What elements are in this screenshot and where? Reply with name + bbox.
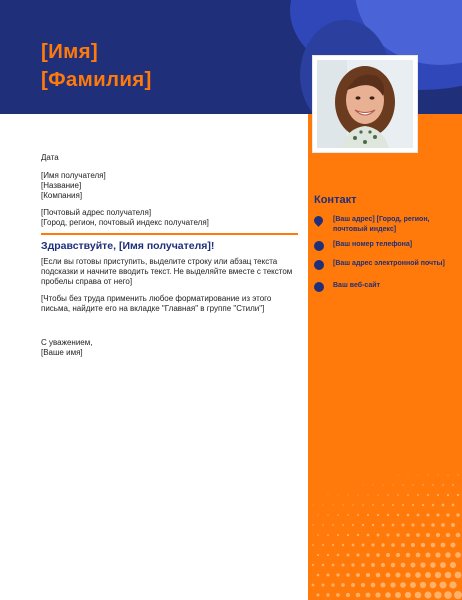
halftone-dot [361,583,365,587]
halftone-dot [356,593,361,598]
halftone-dot [351,583,355,587]
halftone-dot [407,514,410,517]
halftone-dot [376,553,380,557]
halftone-dot [456,513,459,516]
contact-address-text: [Ваш адрес] [Город, регион, почтовый индекс] [333,216,430,233]
halftone-dot [337,514,338,515]
halftone-dot [377,514,379,516]
halftone-dot [357,514,359,516]
halftone-dot [427,514,430,517]
halftone-dot [430,562,436,568]
halftone-dot [356,573,360,577]
halftone-dot [366,573,370,577]
halftone-dot [400,582,406,588]
halftone-dot [398,475,399,476]
halftone-dot [312,564,314,566]
halftone-dot [372,524,374,526]
halftone-dot [336,593,340,597]
halftone-dot [357,534,359,536]
halftone-dot [362,544,365,547]
halftone-dot [371,563,375,567]
halftone-dot [405,572,410,577]
halftone-dot [457,494,459,496]
halftone-dot [432,484,434,486]
halftone-dot [392,524,395,527]
halftone-dot [390,582,395,587]
halftone-dot [367,534,370,537]
halftone-dot [322,524,323,525]
halftone-dot [397,514,399,516]
halftone-dot [332,544,334,546]
halftone-dot [322,544,324,546]
halftone-dot [447,474,448,475]
halftone-dot [455,552,461,558]
halftone-dot [332,564,335,567]
halftone-dot [415,572,421,578]
halftone-dot [411,523,414,526]
halftone-dot [347,534,349,536]
halftone-dot [342,504,343,505]
halftone-dot [352,544,355,547]
halftone-dot [366,553,369,556]
halftone-dot [372,504,374,506]
halftone-dot [361,563,365,567]
halftone-dot [383,485,384,486]
halftone-dot [442,504,445,507]
recipient-street: [Почтовый адрес получателя] [41,208,152,217]
orange-divider [41,233,298,235]
contact-heading: Контакт [314,194,357,206]
halftone-dot [418,475,419,476]
halftone-dot [395,572,400,577]
halftone-dot [408,475,409,476]
halftone-dot [416,533,420,537]
halftone-dot [312,524,313,525]
halftone-dot [327,514,328,515]
halftone-dot [426,533,430,537]
halftone-dot [421,523,424,526]
halftone-dot [326,593,329,596]
halftone-dot [420,562,425,567]
halftone-dot [401,563,406,568]
halftone-dot [428,475,429,476]
halftone-dot [450,542,455,547]
halftone-dot [432,504,435,507]
halftone-dot [312,544,314,546]
signature[interactable]: [Ваше имя] [41,348,83,357]
halftone-dot [322,564,325,567]
paragraph-2[interactable]: [Чтобы без труда применить любое форматирование из этого письма, найдите его на вкладке "Главная" в группе "Стили"] [41,294,272,313]
recipient-name: [Имя получателя] [41,171,106,180]
halftone-dot [444,591,452,599]
halftone-dot [376,573,380,577]
halftone-dot [327,554,329,556]
halftone-dot [386,553,390,557]
halftone-dot [332,504,333,505]
halftone-dot [312,584,315,587]
halftone-dot [346,593,350,597]
letter-date[interactable]: Дата [41,153,59,162]
halftone-dot [436,533,440,537]
halftone-dot [392,504,394,506]
halftone-dot [381,563,385,567]
halftone-dot [347,514,349,516]
halftone-dot [422,504,424,506]
halftone-dot [321,583,324,586]
halftone-dot [341,563,344,566]
halftone-dot [430,582,437,589]
halftone-dot [373,485,374,486]
halftone-dot [357,494,358,495]
halftone-dot [442,484,444,486]
halftone-dot [420,582,426,588]
halftone-dot [402,524,405,527]
halftone-dot [317,534,319,536]
halftone-dot [367,494,368,495]
halftone-dot [437,474,438,475]
recipient-company: [Компания] [41,191,83,200]
halftone-dot [410,562,415,567]
halftone-dot [417,514,420,517]
halftone-dot [436,513,439,516]
halftone-dot [431,523,435,527]
halftone-dot [446,533,450,537]
halftone-dot [447,494,449,496]
halftone-dot [363,485,364,486]
halftone-dot [412,484,413,485]
recipient-address-block[interactable] [41,208,296,228]
halftone-dot [327,534,329,536]
recipient-block[interactable] [41,171,296,201]
phone-icon [314,241,324,251]
closing[interactable]: С уважением, [41,338,93,347]
halftone-dot [382,524,385,527]
halftone-dot [456,533,461,538]
halftone-dot [386,573,391,578]
halftone-dot [396,553,400,557]
halftone-dot [352,504,353,505]
halftone-dot [445,572,452,579]
halftone-dot [362,524,364,526]
halftone-dot [366,593,371,598]
halftone-dot [351,563,354,566]
halftone-dot [356,553,359,556]
halftone-dot [371,583,376,588]
recipient-title: [Название] [41,181,82,190]
halftone-dot [346,573,350,577]
halftone-dot [421,543,425,547]
halftone-dot [412,504,414,506]
halftone-dot [402,504,404,506]
halftone-dot [338,495,339,496]
halftone-dot [341,583,345,587]
halftone-dot [395,592,401,598]
halftone-dot [342,544,344,546]
halftone-dot [367,514,369,516]
contact-website-text: Ваш веб-сайт [333,282,380,289]
halftone-dot [427,494,429,496]
halftone-dot [396,533,399,536]
halftone-dot [337,554,340,557]
halftone-dots-decoration [308,440,462,600]
halftone-dot [425,572,431,578]
contact-sidebar [308,114,462,600]
halftone-dot [385,592,391,598]
first-name[interactable]: [Имя] [41,40,99,63]
halftone-dot [323,505,324,506]
profile-photo[interactable] [313,56,417,152]
halftone-dot [425,592,432,599]
halftone-dot [441,523,445,527]
halftone-dot [449,581,456,588]
halftone-dot [348,495,349,496]
halftone-dot [435,572,441,578]
halftone-dot [371,543,374,546]
halftone-dot [352,524,354,526]
halftone-dot [397,494,399,496]
halftone-dot [375,592,380,597]
halftone-dot [441,543,446,548]
halftone-dot [452,504,455,507]
portrait-image [317,60,413,148]
halftone-dot [426,553,431,558]
halftone-dot [316,593,319,596]
halftone-dot [317,554,319,556]
halftone-dot [392,484,393,485]
halftone-dot [391,543,395,547]
halftone-dot [342,524,344,526]
email-icon [314,260,324,270]
contact-phone-text: [Ваш номер телефона] [333,241,413,248]
halftone-dot [410,582,416,588]
halftone-dot [422,484,423,485]
halftone-dot [402,484,403,485]
halftone-dot [405,592,411,598]
halftone-dot [407,494,409,496]
greeting[interactable]: Здравствуйте, [Имя получателя]! [41,240,215,252]
halftone-dot [317,514,318,515]
halftone-dot [337,534,339,536]
halftone-dot [401,543,405,547]
halftone-dot [415,592,422,599]
halftone-dot [362,504,364,506]
halftone-dot [416,553,421,558]
halftone-dot [336,573,339,576]
halftone-dot [377,534,380,537]
halftone-dot [446,513,449,516]
last-name[interactable]: [Фамилия] [41,68,152,91]
contact-email-text: [Ваш адрес электронной почты] [333,260,445,267]
halftone-dot [332,524,334,526]
halftone-dot [381,543,384,546]
halftone-dot [317,574,320,577]
halftone-dot [331,583,334,586]
halftone-dot [417,494,419,496]
halftone-dot [382,504,384,506]
web-icon [314,282,324,292]
halftone-dot [451,523,455,527]
recipient-city: [Город, регион, почтовый индекс получателя] [41,218,209,227]
halftone-dot [440,582,447,589]
halftone-dot [452,484,454,486]
halftone-dot [411,543,415,547]
halftone-dot [327,574,330,577]
paragraph-1[interactable]: [Если вы готовы приступить, выделите строку или абзац текста подсказки и начните вводить текст. Не выделяйте вместе с текстом пробелы справа от него] [41,257,293,286]
halftone-dot [381,583,386,588]
halftone-dot [406,533,410,537]
halftone-dot [445,552,450,557]
halftone-dot [391,563,395,567]
halftone-dot [455,572,462,579]
halftone-dot [457,474,458,475]
halftone-dot [313,505,314,506]
halftone-dot [387,494,388,495]
halftone-dot [450,562,456,568]
halftone-dot [377,494,378,495]
halftone-dot [454,591,462,599]
halftone-dot [328,495,329,496]
halftone-dot [437,494,439,496]
halftone-dot [440,562,446,568]
halftone-dot [406,553,410,557]
halftone-dot [386,533,389,536]
halftone-dot [434,591,441,598]
halftone-dot [431,543,436,548]
halftone-dot [347,554,350,557]
halftone-dot [435,552,440,557]
halftone-dot [387,514,389,516]
